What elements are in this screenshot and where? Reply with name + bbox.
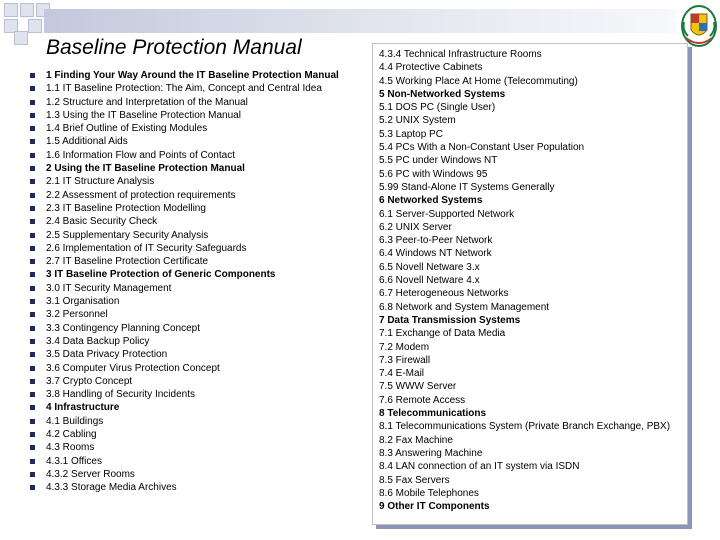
bullet-icon [30, 259, 35, 264]
list-item [24, 415, 342, 428]
list-item [24, 109, 342, 122]
list-item-text: 3.4 Data Backup Policy [46, 335, 150, 347]
bullet-icon [30, 419, 35, 424]
bullet-icon [30, 472, 35, 477]
list-item: 6.6 Novell Netware 4.x [379, 275, 480, 287]
list-item: 4.3.4 Technical Infrastructure Rooms [379, 49, 542, 60]
list-item [24, 295, 342, 308]
list-item [24, 308, 342, 321]
list-item-text: 4.3.2 Server Rooms [46, 468, 135, 480]
bullet-icon [30, 233, 35, 238]
list-item: 7.4 E-Mail [379, 368, 425, 380]
page-title: Baseline Protection Manual [46, 36, 302, 59]
list-item-text: 2.7 IT Baseline Protection Certificate [46, 256, 209, 268]
list-item-text: 1.1 IT Baseline Protection: The Aim, Concept and Central Idea [46, 83, 322, 95]
bullet-icon [30, 459, 35, 464]
list-item: 5.6 PC with Windows 95 [379, 168, 488, 180]
list-item [24, 202, 342, 215]
list-item-text: 1 Finding Your Way Around the IT Baseline Protection Manual [46, 70, 339, 81]
bullet-icon [30, 100, 35, 105]
left-contents-list [24, 69, 342, 495]
bullet-icon [30, 153, 35, 158]
list-item [24, 96, 342, 109]
list-item-text: 1.2 Structure and Interpretation of the Manual [46, 96, 248, 108]
bullet-icon [30, 286, 35, 291]
list-item-text: 3.0 IT Security Management [46, 282, 172, 294]
list-item: 8.2 Fax Machine [379, 434, 453, 446]
list-item [24, 215, 342, 228]
list-item [24, 149, 342, 162]
list-item [24, 82, 342, 95]
list-item: 5.3 Laptop PC [379, 128, 443, 140]
list-item: 6 Networked Systems [379, 195, 483, 207]
list-item: 4.5 Working Place At Home (Telecommuting) [379, 75, 578, 87]
bullet-icon [30, 299, 35, 304]
list-item-text: 3 IT Baseline Protection of Generic Components [46, 269, 276, 281]
right-contents-list [373, 44, 687, 513]
list-item-text: 3.5 Data Privacy Protection [46, 349, 168, 361]
list-item [24, 388, 342, 401]
list-item-text: 2.4 Basic Security Check [46, 216, 158, 228]
list-item: 4.4 Protective Cabinets [379, 62, 483, 74]
decor-square [20, 3, 34, 17]
list-item: 5 Non-Networked Systems [379, 88, 506, 100]
list-item: 6.8 Network and System Management [379, 301, 550, 313]
list-item [24, 362, 342, 375]
list-item [24, 322, 342, 335]
list-item [24, 135, 342, 148]
bullet-icon [30, 219, 35, 224]
list-item: 5.1 DOS PC (Single User) [379, 102, 496, 114]
bullet-icon [30, 86, 35, 91]
list-item: 7.2 Modem [379, 341, 430, 353]
list-item-text: 1.5 Additional Aids [46, 136, 128, 148]
bullet-icon [30, 392, 35, 397]
bullet-icon [30, 73, 35, 78]
bullet-icon [30, 272, 35, 277]
list-item: 8.3 Answering Machine [379, 447, 483, 459]
list-item: 6.5 Novell Netware 3.x [379, 261, 480, 273]
list-item: 7.3 Firewall [379, 354, 431, 366]
list-item-text: 3.8 Handling of Security Incidents [46, 389, 195, 401]
list-item [24, 268, 342, 281]
list-item-text: 3.7 Crypto Concept [46, 375, 133, 387]
decor-square [4, 3, 18, 17]
list-item-text: 4.2 Cabling [46, 429, 97, 441]
list-item: 6.1 Server-Supported Network [379, 208, 515, 220]
list-item: 7.1 Exchange of Data Media [379, 328, 506, 340]
list-item-text: 4.3 Rooms [46, 442, 95, 454]
list-item-text: 3.3 Contingency Planning Concept [46, 322, 200, 334]
list-item: 8.4 LAN connection of an IT system via ISDN [379, 461, 580, 473]
list-item [24, 428, 342, 441]
bullet-icon [30, 246, 35, 251]
list-item: 8.1 Telecommunications System (Private Branch Exchange, PBX) [379, 421, 671, 433]
list-item-text: 1.3 Using the IT Baseline Protection Manual [46, 109, 241, 121]
bullet-icon [30, 312, 35, 317]
list-item: 8.6 Mobile Telephones [379, 487, 479, 499]
decor-square [28, 19, 42, 33]
list-item [24, 69, 342, 82]
bullet-icon [30, 113, 35, 118]
list-item-text: 2 Using the IT Baseline Protection Manual [46, 163, 245, 175]
bullet-icon [30, 179, 35, 184]
list-item-text: 4.3.1 Offices [46, 455, 102, 467]
list-item: 6.2 UNIX Server [379, 221, 452, 233]
coat-of-arms-icon [680, 4, 718, 48]
list-item: 8.5 Fax Servers [379, 474, 450, 486]
list-item [24, 282, 342, 295]
list-item [24, 481, 342, 494]
list-item-text: 3.1 Organisation [46, 296, 120, 308]
list-item-text: 3.2 Personnel [46, 309, 108, 321]
list-item [24, 162, 342, 175]
bullet-icon [30, 379, 35, 384]
list-item-text: 1.4 Brief Outline of Existing Modules [46, 123, 208, 135]
list-item: 8 Telecommunications [379, 408, 487, 420]
list-item: 6.4 Windows NT Network [379, 248, 492, 260]
list-item-text: 2.1 IT Structure Analysis [46, 176, 155, 188]
list-item-text: 4.3.3 Storage Media Archives [46, 482, 177, 494]
list-item: 5.2 UNIX System [379, 115, 456, 127]
bullet-icon [30, 485, 35, 490]
list-item: 5.4 PCs With a Non-Constant User Population [379, 142, 585, 154]
bullet-icon [30, 405, 35, 410]
list-item: 9 Other IT Components [379, 501, 490, 513]
decor-square [14, 31, 28, 45]
list-item [24, 255, 342, 268]
list-item-text: 3.6 Computer Virus Protection Concept [46, 362, 220, 374]
list-item: 6.7 Heterogeneous Networks [379, 288, 509, 300]
list-item-text: 4.1 Buildings [46, 415, 104, 427]
bullet-icon [30, 139, 35, 144]
bullet-icon [30, 193, 35, 198]
bullet-icon [30, 126, 35, 131]
list-item-text: 2.6 Implementation of IT Security Safeguards [46, 242, 247, 254]
bullet-icon [30, 166, 35, 171]
list-item [24, 455, 342, 468]
bullet-icon [30, 366, 35, 371]
list-item: 6.3 Peer-to-Peer Network [379, 235, 493, 247]
list-item-text: 1.6 Information Flow and Points of Contact [46, 149, 235, 161]
list-item [24, 122, 342, 135]
list-item-text: 4 Infrastructure [46, 402, 120, 414]
header-bar [44, 9, 676, 33]
bullet-icon [30, 432, 35, 437]
list-item [24, 441, 342, 454]
list-item: 7.6 Remote Access [379, 394, 466, 406]
bullet-icon [30, 206, 35, 211]
list-item-text: 2.2 Assessment of protection requirements [46, 189, 236, 201]
bullet-icon [30, 352, 35, 357]
bullet-icon [30, 326, 35, 331]
list-item: 7 Data Transmission Systems [379, 314, 521, 326]
list-item: 5.5 PC under Windows NT [379, 155, 498, 167]
list-item [24, 175, 342, 188]
bullet-icon [30, 339, 35, 344]
list-item-text: 2.3 IT Baseline Protection Modelling [46, 202, 206, 214]
bullet-icon [30, 445, 35, 450]
list-item [24, 348, 342, 361]
list-item [24, 189, 342, 202]
list-item: 7.5 WWW Server [379, 381, 457, 393]
list-item [24, 335, 342, 348]
list-item [24, 229, 342, 242]
list-item [24, 375, 342, 388]
list-item [24, 468, 342, 481]
list-item: 5.99 Stand-Alone IT Systems Generally [379, 181, 555, 193]
list-item-text: 2.5 Supplementary Security Analysis [46, 229, 209, 241]
list-item [24, 242, 342, 255]
right-contents-panel [372, 43, 688, 525]
list-item [24, 401, 342, 414]
